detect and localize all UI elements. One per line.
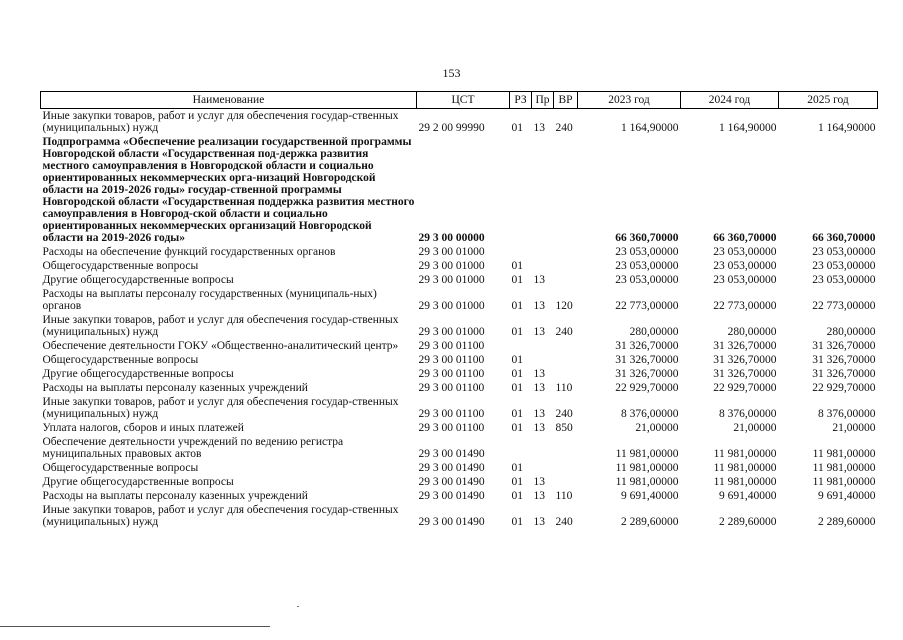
- cell-cst: 29 3 00 01000: [418, 274, 485, 286]
- cell-name: Расходы на обеспечение функций государственных органов: [42, 246, 336, 258]
- cell-y2023: 2 289,60000: [621, 516, 679, 528]
- cell-y2024: 2 289,60000: [719, 516, 777, 528]
- cell-y2025: 31 326,70000: [812, 340, 876, 352]
- cell-pr: 13: [533, 476, 545, 488]
- cell-y2023: 22 773,00000: [615, 300, 679, 312]
- table-row: [41, 135, 878, 245]
- cell-y2025: 22 929,70000: [812, 382, 876, 394]
- cell-pr: 13: [533, 326, 545, 338]
- table-row: [41, 421, 878, 435]
- cell-vr: 110: [555, 382, 573, 394]
- cell-vr: 110: [555, 490, 573, 502]
- table-row: [41, 109, 878, 136]
- cell-y2023: 23 053,00000: [615, 260, 679, 272]
- cell-pr: 13: [533, 274, 545, 286]
- cell-y2025: 21,00000: [832, 422, 876, 434]
- cell-y2025: 2 289,60000: [818, 516, 876, 528]
- cell-rz: 01: [511, 476, 523, 488]
- cell-cst: 29 3 00 01490: [418, 516, 485, 528]
- cell-y2025: 23 053,00000: [812, 246, 876, 258]
- table-row: [41, 313, 878, 339]
- table-header-row: [41, 92, 878, 109]
- cell-y2024: 8 376,00000: [719, 408, 777, 420]
- cell-y2025: 11 981,00000: [812, 462, 876, 474]
- cell-rz: 01: [511, 516, 523, 528]
- cell-y2023: 31 326,70000: [615, 368, 679, 380]
- cell-rz: 01: [511, 462, 523, 474]
- header-cst: ЦСТ: [417, 92, 510, 109]
- cell-pr: 13: [533, 122, 545, 134]
- cell-y2024: 22 773,00000: [713, 300, 777, 312]
- cell-rz: [510, 135, 532, 245]
- cell-pr: 13: [533, 368, 545, 380]
- header-2023: 2023 год: [578, 92, 681, 109]
- table-row: [41, 395, 878, 421]
- cell-name: Другие общегосударственные вопросы: [42, 476, 234, 488]
- table-row: [41, 259, 878, 273]
- cell-rz: 01: [511, 260, 523, 272]
- header-name: Наименование: [41, 92, 417, 109]
- cell-y2024: 31 326,70000: [713, 340, 777, 352]
- table-row: [41, 367, 878, 381]
- cell-cst: 29 3 00 01000: [418, 300, 485, 312]
- header-rz: РЗ: [510, 92, 532, 109]
- cell-rz: 01: [511, 408, 523, 420]
- cell-y2023: 31 326,70000: [615, 354, 679, 366]
- cell-vr: [554, 259, 578, 273]
- cell-y2023: 22 929,70000: [615, 382, 679, 394]
- cell-pr: [532, 435, 554, 461]
- cell-cst: 29 3 00 01100: [418, 422, 485, 434]
- cell-rz: 01: [511, 274, 523, 286]
- cell-y2024: 31 326,70000: [713, 368, 777, 380]
- cell-name: Подпрограмма «Обеспечение реализации государственной программы Новгородской области «Государственная под-держка развития местного самоуправления в Новгородской области и социально ориентированных некоммерческих орга-низаций Новгородской области на 2019-2026 годы» государ-ственной программы Новгородской области «Государственная поддержка развития местного самоуправления в Новгород-ской области и социально ориентированных некоммерческих организаций Новгородской области на 2019-2026 годы»: [42, 136, 415, 244]
- cell-y2023: 1 164,90000: [621, 122, 679, 134]
- cell-pr: [532, 245, 554, 259]
- cell-name: Иные закупки товаров, работ и услуг для обеспечения государ-ственных (муниципальных) нужд: [42, 396, 399, 420]
- cell-cst: 29 3 00 00000: [418, 232, 485, 244]
- cell-y2024: 23 053,00000: [713, 274, 777, 286]
- cell-pr: [532, 259, 554, 273]
- cell-cst: 29 3 00 01490: [418, 476, 485, 488]
- cell-y2025: 11 981,00000: [812, 476, 876, 488]
- cell-rz: 01: [511, 326, 523, 338]
- footnote-rule: [0, 626, 270, 627]
- header-pr: Пр: [532, 92, 554, 109]
- cell-vr: [554, 475, 578, 489]
- cell-cst: 29 2 00 99990: [418, 122, 485, 134]
- cell-name: Общегосударственные вопросы: [42, 354, 199, 366]
- cell-name: Общегосударственные вопросы: [42, 260, 199, 272]
- page-number: 153: [442, 66, 461, 80]
- cell-name: Уплата налогов, сборов и иных платежей: [42, 422, 244, 434]
- header-2024: 2024 год: [681, 92, 779, 109]
- cell-name: Иные закупки товаров, работ и услуг для обеспечения государ-ственных (муниципальных) нужд: [42, 110, 399, 134]
- cell-vr: [554, 135, 578, 245]
- cell-pr: 13: [533, 422, 545, 434]
- cell-rz: [510, 435, 532, 461]
- table-row: [41, 435, 878, 461]
- cell-y2024: 11 981,00000: [713, 462, 777, 474]
- cell-y2023: 23 053,00000: [615, 246, 679, 258]
- cell-y2025: 23 053,00000: [812, 260, 876, 272]
- table-row: [41, 503, 878, 529]
- cell-rz: 01: [511, 300, 523, 312]
- cell-y2024: 9 691,40000: [719, 490, 777, 502]
- cell-y2025: 66 360,70000: [812, 232, 876, 244]
- cell-cst: 29 3 00 01100: [418, 382, 485, 394]
- cell-y2025: 31 326,70000: [812, 368, 876, 380]
- cell-name: Иные закупки товаров, работ и услуг для обеспечения государ-ственных (муниципальных) нужд: [42, 504, 399, 528]
- cell-y2025: 1 164,90000: [818, 122, 876, 134]
- stray-mark: [297, 606, 299, 607]
- cell-y2023: 11 981,00000: [615, 476, 679, 488]
- cell-rz: 01: [511, 490, 523, 502]
- cell-y2024: 280,00000: [727, 326, 777, 338]
- cell-y2024: 66 360,70000: [713, 232, 777, 244]
- cell-name: Обеспечение деятельности учреждений по ведению регистра муниципальных правовых актов: [42, 436, 344, 460]
- cell-cst: 29 3 00 01490: [418, 448, 485, 460]
- cell-vr: [554, 435, 578, 461]
- cell-rz: 01: [511, 354, 523, 366]
- cell-y2025: 11 981,00000: [812, 448, 876, 460]
- cell-rz: 01: [511, 122, 523, 134]
- cell-pr: 13: [533, 300, 545, 312]
- header-2025: 2025 год: [779, 92, 878, 109]
- cell-y2023: 11 981,00000: [615, 448, 679, 460]
- cell-rz: 01: [511, 382, 523, 394]
- header-vr: ВР: [554, 92, 578, 109]
- cell-y2023: 8 376,00000: [621, 408, 679, 420]
- cell-y2024: 1 164,90000: [719, 122, 777, 134]
- cell-name: Расходы на выплаты персоналу казенных учреждений: [42, 382, 308, 394]
- cell-pr: 13: [533, 408, 545, 420]
- cell-y2024: 23 053,00000: [713, 260, 777, 272]
- cell-y2024: 11 981,00000: [713, 448, 777, 460]
- cell-y2023: 280,00000: [629, 326, 679, 338]
- cell-y2025: 31 326,70000: [812, 354, 876, 366]
- cell-vr: 240: [555, 326, 573, 338]
- cell-cst: 29 3 00 01490: [418, 462, 485, 474]
- cell-name: Общегосударственные вопросы: [42, 462, 199, 474]
- table-row: [41, 287, 878, 313]
- table-row: [41, 381, 878, 395]
- cell-pr: 13: [533, 490, 545, 502]
- cell-cst: 29 3 00 01100: [418, 340, 485, 352]
- cell-vr: 240: [555, 408, 573, 420]
- cell-y2025: 9 691,40000: [818, 490, 876, 502]
- table-row: [41, 489, 878, 503]
- cell-pr: [532, 339, 554, 353]
- cell-name: Другие общегосударственные вопросы: [42, 274, 234, 286]
- cell-pr: [532, 353, 554, 367]
- budget-table: [40, 91, 878, 529]
- table-row: [41, 475, 878, 489]
- cell-cst: 29 3 00 01100: [418, 408, 485, 420]
- cell-vr: [554, 461, 578, 475]
- cell-y2024: 11 981,00000: [713, 476, 777, 488]
- table-row: [41, 273, 878, 287]
- cell-rz: [510, 245, 532, 259]
- cell-vr: [554, 273, 578, 287]
- table-row: [41, 461, 878, 475]
- table-row: [41, 245, 878, 259]
- cell-y2025: 23 053,00000: [812, 274, 876, 286]
- cell-y2024: 22 929,70000: [713, 382, 777, 394]
- cell-y2023: 66 360,70000: [615, 232, 679, 244]
- cell-rz: 01: [511, 368, 523, 380]
- cell-y2023: 31 326,70000: [615, 340, 679, 352]
- cell-pr: [532, 135, 554, 245]
- cell-cst: 29 3 00 01000: [418, 326, 485, 338]
- table-row: [41, 339, 878, 353]
- cell-y2023: 9 691,40000: [621, 490, 679, 502]
- cell-vr: 120: [555, 300, 573, 312]
- cell-vr: 240: [555, 122, 573, 134]
- cell-pr: [532, 461, 554, 475]
- cell-y2024: 31 326,70000: [713, 354, 777, 366]
- cell-pr: 13: [533, 382, 545, 394]
- cell-name: Иные закупки товаров, работ и услуг для обеспечения государ-ственных (муниципальных) нужд: [42, 314, 399, 338]
- cell-vr: 240: [555, 516, 573, 528]
- cell-y2023: 11 981,00000: [615, 462, 679, 474]
- cell-y2024: 21,00000: [733, 422, 777, 434]
- cell-rz: 01: [511, 422, 523, 434]
- cell-y2025: 280,00000: [826, 326, 876, 338]
- cell-name: Обеспечение деятельности ГОКУ «Общественно-аналитический центр»: [42, 340, 399, 352]
- cell-y2025: 22 773,00000: [812, 300, 876, 312]
- cell-cst: 29 3 00 01100: [418, 368, 485, 380]
- cell-vr: [554, 367, 578, 381]
- cell-cst: 29 3 00 01100: [418, 354, 485, 366]
- cell-rz: [510, 339, 532, 353]
- cell-vr: [554, 353, 578, 367]
- cell-name: Другие общегосударственные вопросы: [42, 368, 234, 380]
- cell-y2023: 21,00000: [635, 422, 679, 434]
- cell-name: Расходы на выплаты персоналу государственных (муниципаль-ных) органов: [42, 288, 377, 312]
- cell-cst: 29 3 00 01000: [418, 246, 485, 258]
- cell-cst: 29 3 00 01000: [418, 260, 485, 272]
- cell-y2025: 8 376,00000: [818, 408, 876, 420]
- cell-vr: [554, 245, 578, 259]
- cell-pr: 13: [533, 516, 545, 528]
- cell-vr: 850: [555, 422, 573, 434]
- cell-name: Расходы на выплаты персоналу казенных учреждений: [42, 490, 308, 502]
- cell-cst: 29 3 00 01490: [418, 490, 485, 502]
- table-row: [41, 353, 878, 367]
- cell-y2023: 23 053,00000: [615, 274, 679, 286]
- cell-vr: [554, 339, 578, 353]
- cell-y2024: 23 053,00000: [713, 246, 777, 258]
